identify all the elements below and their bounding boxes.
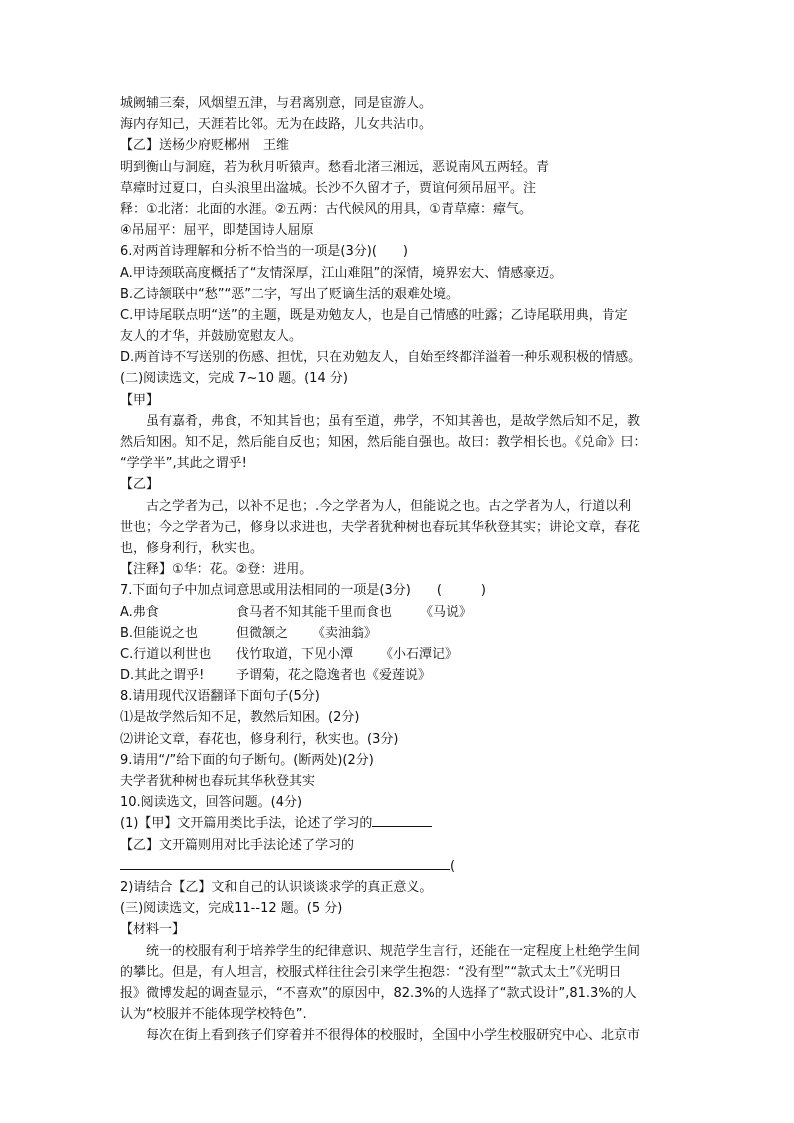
q7-option-c (120, 644, 680, 665)
question-8-2: ⑵讲论文章，春花也，修身利行，秋实也。(3分) (120, 731, 399, 747)
q7-option-d-source: 《爱莲说》 (366, 668, 432, 684)
q7-option-b (120, 623, 680, 644)
poem-line: 海内存知己，天涯若比邻。无为在歧路，儿女共沾巾。 (120, 117, 433, 133)
q7-option-a-source: 《马说》 (420, 604, 473, 620)
q7-option-a (120, 602, 680, 623)
passage-yi-line: 世也；今之学者为己，修身以求进也，夫学者犹种树也春玩其华秋登其实；讲论文章，春花 (120, 519, 641, 535)
passage-jia-line: 然后知困。知不足，然后能自反也；知困，然后能自强也。故曰：教学相长也。《兑命》曰： (120, 435, 647, 450)
question-10-2: 2)请结合【乙】文和自己的认识谈谈求学的真正意义。 (120, 879, 433, 895)
material-1-line: 报》微博发起的调查显示，“不喜欢”的原因中，82.3%的人选择了“款式设计”,81.3%的人 (120, 985, 637, 1001)
section-2-heading: (二)阅读选文，完成 7~10 题。(14 分) (120, 371, 348, 387)
annotation: 【注释】①华：花。②登：进用。 (120, 562, 313, 578)
material-1-line: 统一的校服有利于培养学生的纪律意识、规范学生言行，还能在一定程度上杜绝学生间 (146, 943, 641, 959)
question-10: 10.阅读选文，回答问题。(4分) (120, 795, 303, 811)
passage-jia-label: 【甲】 (120, 392, 160, 408)
document-body (120, 93, 680, 1046)
passage-yi-label: 【乙】 (120, 477, 160, 493)
q7-option-d-sentence: 予谓菊，花之隐逸者也 (236, 668, 367, 684)
material-1-label: 【材料一】 (120, 922, 186, 938)
question-10-1 (120, 813, 680, 834)
question-7: 7.下面句子中加点词意思或用法相同的一项是(3分) ( ) (120, 583, 486, 599)
note-line: 释：①北渚：北面的水涯。②五两：古代候风的用具，①青草瘴：瘴气。 (120, 201, 532, 217)
poem-title-yi: 【乙】送杨少府贬郴州 王维 (120, 138, 290, 154)
question-8-1: ⑴是故学然后知不足，教然后知困。(2分) (120, 710, 360, 726)
option-d: D.两首诗不写送别的伤感、担忧，只在劝勉友人，自始至终都洋溢着一种乐观积极的情感。 (120, 350, 642, 366)
q7-option-d (120, 665, 680, 686)
question-8: 8.请用现代汉语翻译下面句子(5分) (120, 689, 320, 705)
poem-line: 明到衡山与洞庭，若为秋月听猿声。愁看北渚三湘远，恶说南风五两轻。青 (120, 159, 550, 175)
passage-jia-line: 虽有嘉肴，弗食，不知其旨也；虽有至道，弗学，不知其善也，是故学然后知不足，教 (146, 413, 641, 429)
option-c-continued: 友人的才华，并鼓励宽慰友人。 (120, 329, 303, 345)
material-1-line: 认为“校服并不能体现学校特色”. (120, 1007, 307, 1023)
q7-option-c-sentence: 伐竹取道，下见小潭 (236, 646, 354, 662)
question-10-1-text: (1)【甲】文开篇用类比手法，论述了学习的 (120, 816, 373, 832)
option-a: A.甲诗颈联高度概括了“友情深厚，江山难阻”的深情，境界宏大、情感豪迈。 (120, 265, 563, 281)
q7-option-b-sentence: 但微颔之 (236, 625, 289, 641)
question-6: 6.对两首诗理解和分析不恰当的一项是(3分)( ) (120, 244, 408, 260)
question-9: 9.请用“/”给下面的句子断句。(断两处)(2分) (120, 752, 374, 768)
paren: ( (450, 858, 456, 874)
q7-option-c-source: 《小石潭记》 (380, 646, 459, 662)
question-9-sentence: 夫学者犹种树也春玩其华秋登其实 (120, 774, 316, 789)
poem-line: 城阙辅三秦，风烟望五津，与君离别意，同是宦游人。 (120, 96, 433, 111)
q7-option-b-label: B.但能说之也 (120, 625, 199, 641)
section-3-heading: (三)阅读选文，完成11--12 题。(5 分) (120, 901, 343, 917)
material-1-line: 每次在街上看到孩子们穿着并不很得体的校服时，全国中小学生校服研究中心、北京市 (146, 1028, 641, 1044)
q7-option-a-sentence: 食马者不知其能千里而食也 (236, 604, 393, 620)
material-1-line: 的攀比。但是，有人坦言，校服式样往往会引来学生抱怨：“没有型”“款式太土”《光明日 (120, 964, 622, 980)
answer-blank (372, 814, 432, 827)
passage-yi-line: 也，修身利行，秋实也。 (120, 540, 264, 556)
q7-option-b-source: 《卖油翁》 (312, 625, 378, 641)
question-10-1-continued: 【乙】文开篇则用对比手法论述了学习的 (120, 837, 355, 853)
answer-blank (120, 857, 450, 870)
answer-line-row (120, 856, 680, 877)
q7-option-d-label: D.其此之谓乎! (120, 668, 205, 684)
q7-option-c-label: C.行道以利世也 (120, 646, 212, 662)
option-b: B.乙诗颔联中“愁”“恶”二字，写出了贬谪生活的艰难处境。 (120, 286, 459, 302)
passage-jia-line: “学学半”,其此之谓乎! (120, 456, 247, 472)
q7-option-a-label: A.弗食 (120, 604, 159, 620)
note-line: ④吊屈平：屈平，即楚国诗人屈原 (120, 223, 314, 239)
passage-yi-line: 古之学者为己，以补不足也；.今之学者为人，但能说之也。古之学者为人，行道以利 (146, 498, 632, 514)
option-c: C.甲诗尾联点明“送”的主题，既是劝勉友人，也是自己情感的吐露；乙诗尾联用典，肯定 (120, 307, 628, 323)
poem-line: 草瘴时过夏口，白头浪里出湓城。长沙不久留才子，贾谊何须吊屈平。注 (120, 180, 537, 196)
